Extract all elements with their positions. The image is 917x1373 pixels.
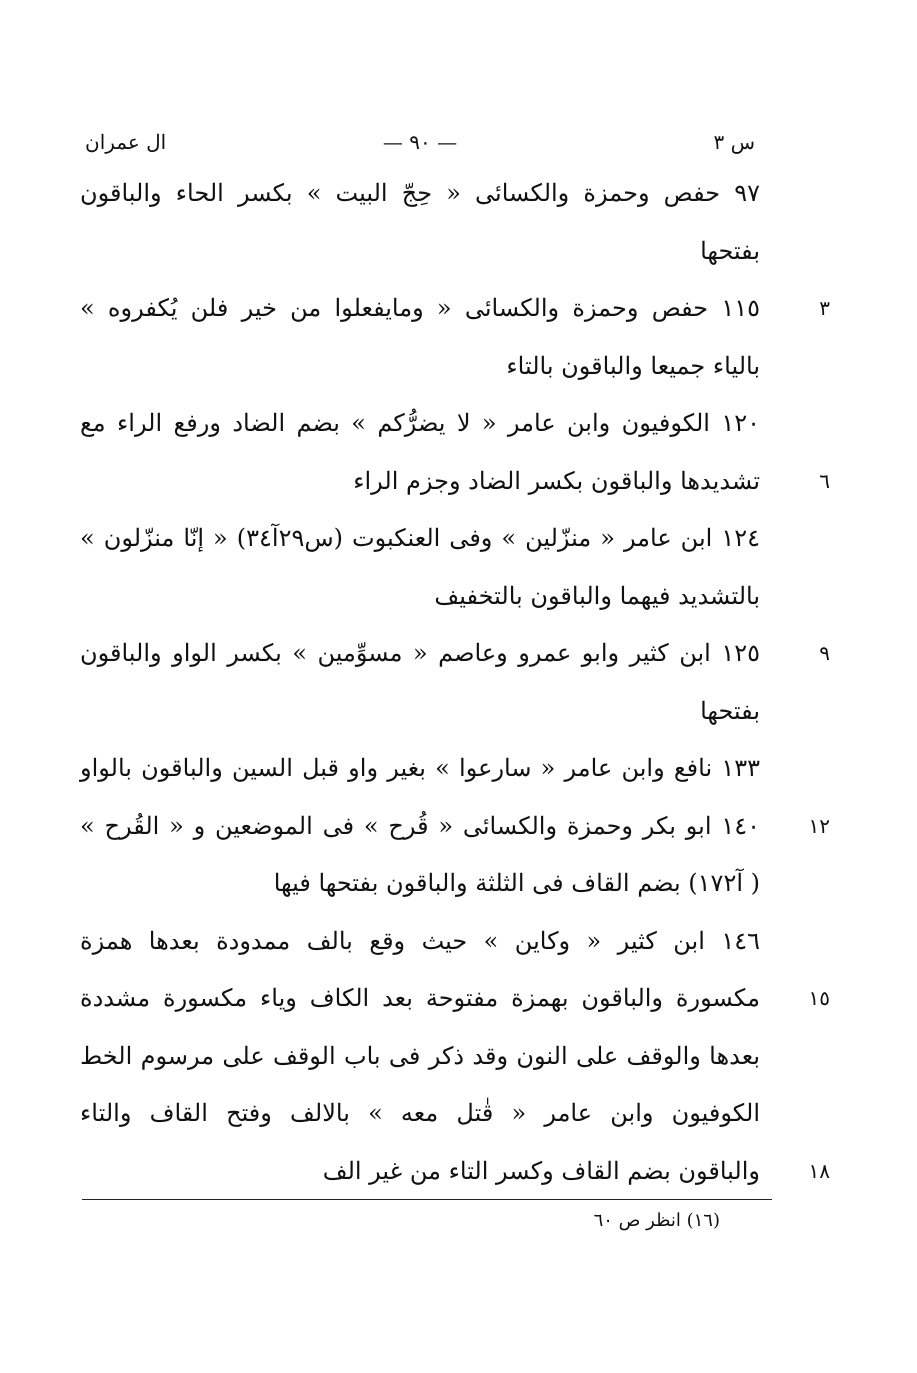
running-head-surah: س ٣ [713, 130, 755, 154]
body-text [80, 165, 830, 1200]
line-number: ١٨ [808, 1158, 830, 1183]
text-line [80, 510, 760, 568]
line-text: ١١٥ حفص وحمزة والكسائى « ومايفعلوا من خير فلن يُكفروه » [80, 294, 760, 322]
footnote: (١٦) انظر ص ٦٠ [593, 1210, 720, 1231]
line-text: بعدها والوقف على النون وقد ذكر فى باب الوقف على مرسوم الخط [80, 1041, 760, 1070]
text-line [80, 625, 830, 683]
line-text: بالياء جميعا والباقون بالتاء [506, 351, 760, 380]
running-head [85, 122, 755, 162]
text-line [80, 280, 830, 338]
line-text: الكوفيون وابن عامر « قٰتل معه » بالالف وفتح القاف والتاء [80, 1099, 760, 1127]
line-text: بفتحها [700, 236, 760, 265]
line-text: تشديدها والباقون بكسر الضاد وجزم الراء [353, 466, 760, 495]
line-text: بفتحها [700, 696, 760, 725]
line-text: مكسورة والباقون بهمزة مفتوحة بعد الكاف وياء مكسورة مشددة [80, 984, 760, 1012]
footnote-rule [82, 1199, 772, 1200]
text-line [80, 395, 760, 453]
text-line [80, 855, 760, 913]
line-text: ١٤٦ ابن كثير « وكاين » حيث وقع بالف ممدودة بعدها همزة [80, 926, 760, 955]
page-number: — ٩٠ — [382, 130, 458, 154]
line-number: ٦ [819, 468, 830, 493]
line-text: والباقون بضم القاف وكسر التاء من غير الف [322, 1156, 760, 1185]
line-text: بالتشديد فيهما والباقون بالتخفيف [434, 581, 760, 610]
line-text: ١٣٣ نافع وابن عامر « سارعوا » بغير واو قبل السين والباقون بالواو [80, 754, 760, 782]
line-number: ١٥ [808, 986, 830, 1010]
line-text: ١٤٠ ابو بكر وحمزة والكسائى « قُرح » فى الموضعين و « القُرح » [80, 811, 761, 840]
line-text: ( آ١٧٢) بضم القاف فى الثلثة والباقون بفتحها فيها [273, 869, 760, 897]
text-line [80, 683, 760, 741]
text-line [80, 1143, 830, 1201]
text-line [80, 913, 760, 971]
running-head-chapter: ال عمران [85, 130, 167, 154]
text-line [80, 1028, 760, 1086]
line-text: ١٢٠ الكوفيون وابن عامر « لا يضرُّكم » بضم الضاد ورفع الراء مع [80, 409, 760, 437]
text-line [80, 1085, 760, 1143]
line-number: ٣ [819, 296, 830, 320]
text-line [80, 740, 760, 798]
text-line [80, 165, 760, 223]
text-line [80, 338, 760, 396]
line-text: ٩٧ حفص وحمزة والكسائى « حِجّ البيت » بكسر الحاء والباقون [80, 179, 760, 207]
line-text: ١٢٤ ابن عامر « منزّلين » وفى العنكبوت (س٢٩آ٣٤) « إنّا منزّلون » [80, 524, 760, 552]
text-line [80, 568, 760, 626]
line-number: ٩ [819, 641, 830, 665]
text-line [80, 798, 830, 856]
line-text: ١٢٥ ابن كثير وابو عمرو وعاصم « مسوِّمين » بكسر الواو والباقون [80, 639, 760, 667]
text-line [80, 970, 830, 1028]
text-line [80, 453, 830, 511]
line-number: ١٢ [808, 813, 830, 838]
text-line [80, 223, 760, 281]
